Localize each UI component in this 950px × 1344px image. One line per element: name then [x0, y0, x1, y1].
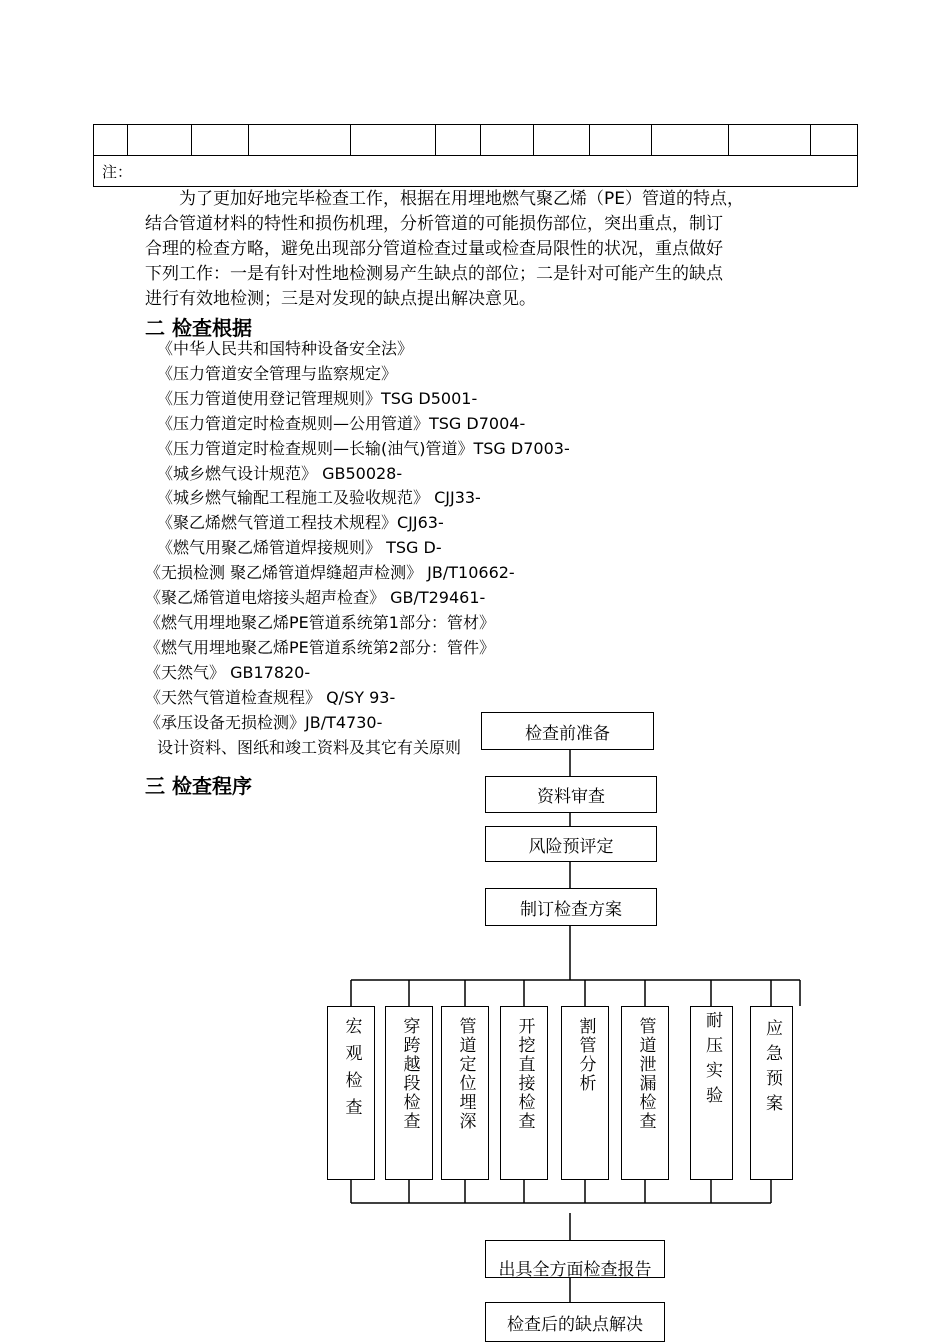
- intro-line: 进行有效地检测；三是对发现的缺点提出解决意见。: [145, 289, 536, 309]
- flow-branch-pipe-location-depth: 管道定位埋深: [441, 1006, 489, 1180]
- flow-step-document-review: 资料审查: [485, 776, 657, 813]
- flow-step-risk-assessment: 风险预评定: [485, 826, 657, 862]
- list-item: 《聚乙烯燃气管道工程技术规程》CJJ63-: [157, 513, 444, 533]
- list-item: 《燃气用聚乙烯管道焊接规则》 TSG D-: [157, 538, 442, 558]
- intro-line: 为了更加好地完毕检查工作，根据在用埋地燃气聚乙烯（PE）管道的特点，: [145, 189, 744, 209]
- intro-line: 合理的检查方略，避免出现部分管道检查过量或检查局限性的状况，重点做好: [145, 239, 723, 259]
- flow-step-plan: 制订检查方案: [485, 888, 657, 926]
- flow-branch-crossing-inspection: 穿跨越段检查: [385, 1006, 433, 1180]
- intro-line: 下列工作：一是有针对性地检测易产生缺点的部位；二是针对可能产生的缺点: [145, 264, 723, 284]
- list-item: 《燃气用埋地聚乙烯PE管道系统第2部分：管件》: [145, 637, 495, 657]
- list-item: 《燃气用埋地聚乙烯PE管道系统第1部分：管材》: [145, 612, 495, 632]
- flow-step-prepare: 检查前准备: [481, 712, 654, 750]
- flow-branch-pressure-test: 耐压实验: [690, 1006, 733, 1180]
- list-item: 《中华人民共和国特种设备安全法》: [157, 339, 414, 358]
- list-item: 《城乡燃气输配工程施工及验收规范》 CJJ33-: [157, 488, 481, 508]
- flow-branch-visual-inspection: 宏观检查: [327, 1006, 375, 1180]
- list-item: 《城乡燃气设计规范》 GB50028-: [157, 463, 403, 483]
- table-note: 注：: [94, 156, 858, 187]
- list-item: 《天然气》 GB17820-: [145, 662, 311, 682]
- list-item: 《压力管道定时检查规则—公用管道》TSG D7004-: [157, 413, 526, 433]
- list-item: 《无损检测 聚乙烯管道焊缝超声检测》 JB/T10662-: [145, 563, 515, 583]
- flow-branch-excavation-inspection: 开挖直接检查: [500, 1006, 548, 1180]
- section-2-heading: 二 检查根据: [145, 316, 252, 340]
- section-3-heading: 三 检查程序: [145, 774, 252, 798]
- list-item: 《天然气管道检查规程》 Q/SY 93-: [145, 687, 396, 707]
- list-item: 《压力管道安全管理与监察规定》: [157, 363, 398, 383]
- flow-branch-emergency-plan: 应急预案: [750, 1006, 793, 1180]
- list-item: 《压力管道使用登记管理规则》TSG D5001-: [157, 388, 478, 408]
- list-item: 《压力管道定时检查规则—长输(油气)管道》TSG D7003-: [157, 438, 570, 458]
- flow-branch-pipe-cut-analysis: 割管分析: [561, 1006, 609, 1180]
- list-item: 《承压设备无损检测》JB/T4730-: [145, 712, 383, 732]
- flow-step-report: 出具全方面检查报告: [485, 1240, 665, 1278]
- flow-branch-leak-inspection: 管道泄漏检查: [621, 1006, 669, 1180]
- flow-step-defect-resolution: 检查后的缺点解决: [485, 1302, 665, 1342]
- list-item: 设计资料、图纸和竣工资料及其它有关原则: [157, 737, 462, 757]
- list-item: 《聚乙烯管道电熔接头超声检查》 GB/T29461-: [145, 588, 486, 608]
- intro-line: 结合管道材料的特性和损伤机理，分析管道的可能损伤部位，突出重点，制订: [145, 214, 723, 234]
